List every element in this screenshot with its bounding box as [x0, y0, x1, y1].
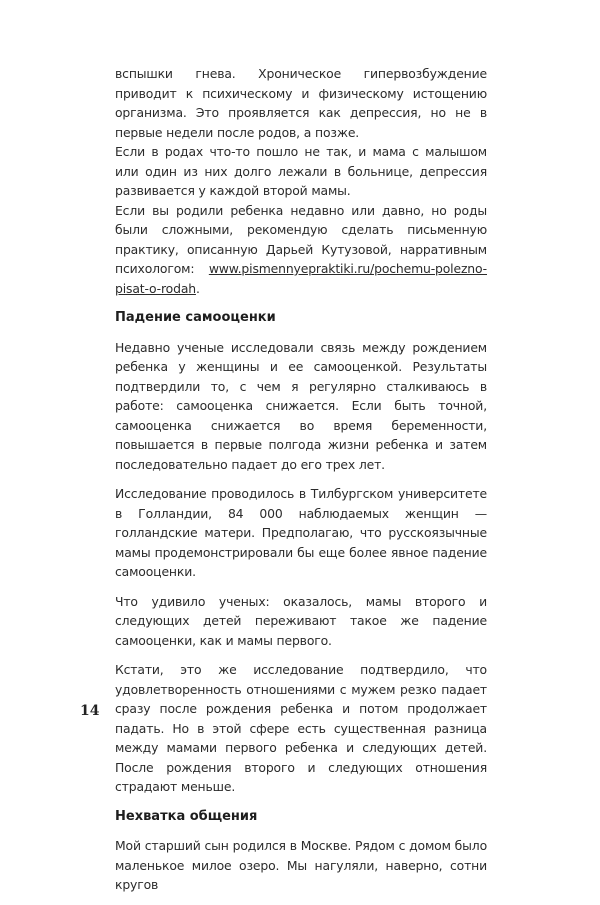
paragraph-intro-2: Если в родах что-то пошло не так, и мама с малышом или один из них долго лежали в больнице, депрессия развивается у каждой второй мамы. [115, 144, 487, 198]
paragraph-intro-1: вспышки гнева. Хроническое гипервозбуждение приводит к психическому и физическому истощению организма. Это проявляется как депрессия, но не в первые недели после родов, а позже. [115, 66, 487, 140]
page-number: 14 [80, 703, 100, 719]
section-heading-communication: Нехватка общения [115, 808, 258, 824]
paragraph-self-esteem-3: Что удивило ученых: оказалось, мамы второго и следующих детей переживают такое же падение самооценки, как и мамы первого. [115, 593, 487, 648]
section-heading-self-esteem: Падение самооценки [115, 310, 276, 325]
writing-practice-end: . [195, 280, 200, 296]
paragraph-writing-practice [115, 201, 487, 299]
paragraph-self-esteem-1: Недавно ученые исследовали связь между рождением ребенка у женщины и ее самооценкой. Результаты подтвердили то, с чем я регулярно сталкиваюсь в работе: самооценка снижается. Если быть точной, самооценка снижается во время беременности, повышается в первые полгода жизни ребенка и затем последовательно падает до его трех лет. [115, 339, 487, 472]
writing-practice-text: Если вы родили ребенка недавно или давно, но роды были сложными, рекомендую сделать письменную практику, описанную Дарьей Кутузовой, нарративным психологом: [115, 202, 487, 276]
practice-link[interactable]: www.pismennyepraktiki.ru/pochemu-polezno-pisat-o-rodah [115, 261, 487, 296]
paragraph-self-esteem-4: Кстати, это же исследование подтвердило, что удовлетворенность отношениями с мужем резко падает сразу после рождения ребенка и потом продолжает падать. Но в этой сфере есть существенная разница между мамами первого ребенка и следующих детей. После рождения второго и следующих отношения страдают меньше. [115, 662, 487, 794]
paragraph-self-esteem-2: Исследование проводилось в Тилбургском университете в Голландии, 84 000 наблюдаемых женщин — голландские матери. Предполагаю, что русскоязычные мамы продемонстрировали бы еще более явное падение самооценки. [115, 486, 487, 579]
paragraph-communication-1: Мой старший сын родился в Москве. Рядом с домом было маленькое милое озеро. Мы нагуляли, наверно, сотни кругов [115, 838, 487, 892]
text-column [115, 64, 487, 905]
